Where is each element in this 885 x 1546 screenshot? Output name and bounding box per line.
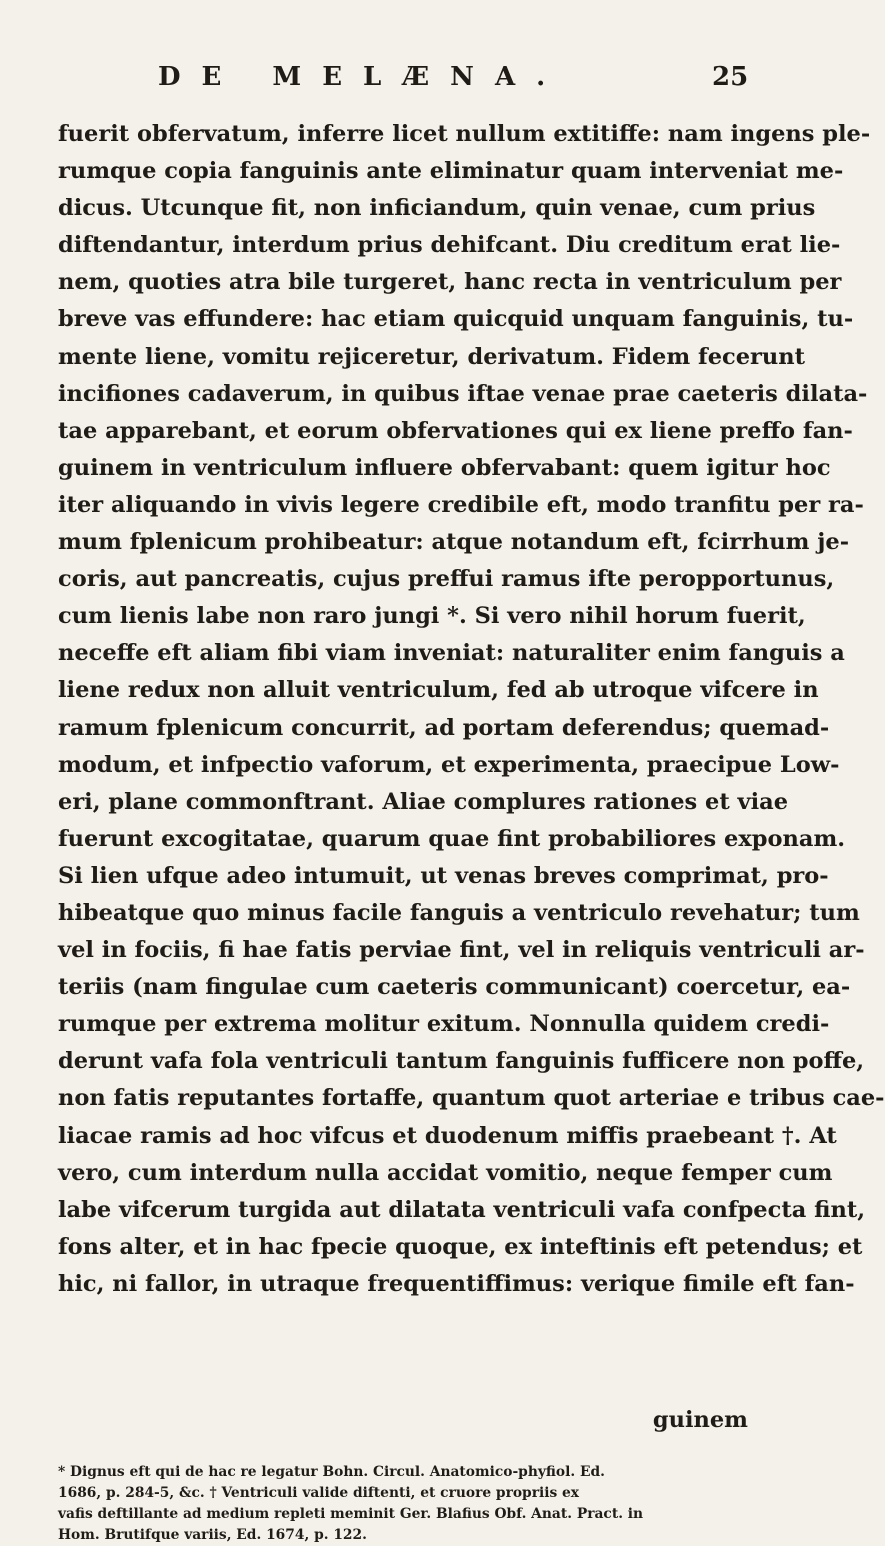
- text-line: eri, plane commonftrant. Aliae complures rationes et viae: [58, 788, 789, 815]
- text-line: rumque per extrema molitur exitum. Nonnulla quidem credi-: [58, 1011, 830, 1038]
- text-line: breve vas effundere: hac etiam quicquid unquam fanguinis, tu-: [58, 306, 854, 333]
- page-header: [0, 62, 800, 102]
- footnote-line: vafis deftillante ad medium repleti meminit Ger. Blafius Obf. Anat. Pract. in: [58, 1506, 644, 1522]
- main-text: [58, 116, 885, 1303]
- text-line: ramum fplenicum concurrit, ad portam deferendus; quemad-: [58, 714, 830, 741]
- text-line: derunt vafa fola ventriculi tantum fanguinis fufficere non poffe,: [58, 1048, 865, 1075]
- text-line: diftendantur, interdum prius dehifcant. Diu creditum erat lie-: [58, 232, 841, 259]
- text-line: vero, cum interdum nulla accidat vomitio, neque femper cum: [58, 1159, 833, 1186]
- catchword: guinem: [652, 1407, 748, 1433]
- text-line: fuerit obfervatum, inferre licet nullum extitiffe: nam ingens ple-: [58, 121, 871, 147]
- text-line: liene redux non alluit ventriculum, fed ab utroque vifcere in: [58, 677, 819, 704]
- text-line: hic, ni fallor, in utraque frequentiffimus: verique fimile eft fan-: [58, 1270, 855, 1297]
- text-line: tae apparebant, et eorum obfervationes qui ex liene preffo fan-: [58, 417, 853, 444]
- text-line: hibeatque quo minus facile fanguis a ventriculo revehatur; tum: [58, 899, 860, 926]
- footnote-line: * Dignus eft qui de hac re legatur Bohn. Circul. Anatomico-phyfiol. Ed.: [58, 1464, 605, 1480]
- text-line: nem, quoties atra bile turgeret, hanc recta in ventriculum per: [58, 269, 842, 296]
- text-line: Si lien ufque adeo intumuit, ut venas breves comprimat, pro-: [58, 862, 829, 889]
- text-line: liacae ramis ad hoc vifcus et duodenum miffis praebeant †. At: [58, 1122, 837, 1149]
- footnotes: [58, 1462, 748, 1546]
- text-line: incifiones cadaverum, in quibus iftae venae prae caeteris dilata-: [58, 380, 868, 407]
- text-line: labe vifcerum turgida aut dilatata ventriculi vafa confpecta fint,: [58, 1196, 866, 1223]
- text-line: fons alter, et in hac fpecie quoque, ex inteftinis eft petendus; et: [58, 1233, 863, 1260]
- text-line: mum fplenicum prohibeatur: atque notandum eft, fcirrhum je-: [58, 529, 850, 556]
- text-line: iter aliquando in vivis legere credibile eft, modo tranfitu per ra-: [58, 491, 864, 518]
- text-line: coris, aut pancreatis, cujus preffui ramus ifte peropportunus,: [58, 566, 835, 593]
- running-title: DE MELÆNA.: [158, 62, 567, 92]
- text-line: mente liene, vomitu rejiceretur, derivatum. Fidem fecerunt: [58, 343, 805, 370]
- footnote-line: Hom. Brutifque variis, Ed. 1674, p. 122.: [58, 1527, 367, 1543]
- text-line: non fatis reputantes fortaffe, quantum quot arteriae e tribus cae-: [58, 1085, 885, 1112]
- text-line: modum, et infpectio vaforum, et experimenta, praecipue Low-: [58, 751, 840, 778]
- text-line: fuerunt excogitatae, quarum quae fint probabiliores exponam.: [58, 825, 846, 852]
- text-line: neceffe eft aliam fibi viam inveniat: naturaliter enim fanguis a: [58, 640, 845, 667]
- text-line: guinem in ventriculum influere obfervabant: quem igitur hoc: [58, 454, 831, 481]
- text-line: rumque copia fanguinis ante eliminatur quam interveniat me-: [58, 158, 844, 185]
- text-line: cum lienis labe non raro jungi *. Si vero nihil horum fuerit,: [58, 603, 806, 630]
- page-number: 25: [712, 62, 749, 92]
- text-line: vel in fociis, fi hae fatis perviae fint, vel in reliquis ventriculi ar-: [58, 937, 865, 964]
- text-line: dicus. Utcunque fit, non inficiandum, quin venae, cum prius: [58, 195, 816, 222]
- footnote-line: 1686, p. 284-5, &c. † Ventriculi valide diftenti, et cruore propriis ex: [58, 1485, 580, 1501]
- text-line: teriis (nam fingulae cum caeteris communicant) coercetur, ea-: [58, 974, 851, 1001]
